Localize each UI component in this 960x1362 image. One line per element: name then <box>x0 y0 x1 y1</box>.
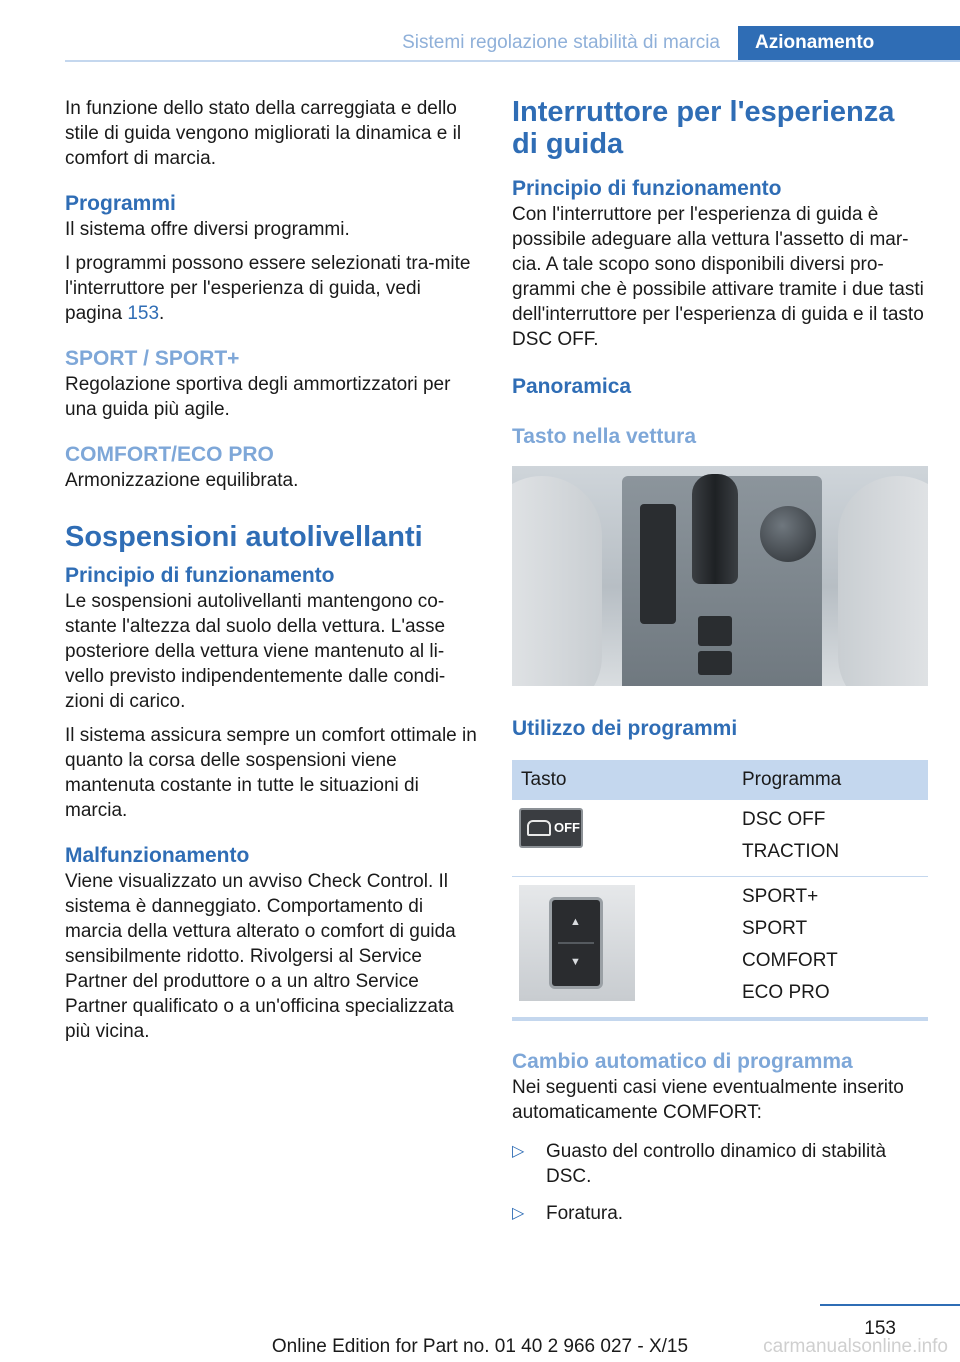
rocker-divider <box>558 942 594 944</box>
susp-principle-heading: Principio di funzionamento <box>65 564 335 587</box>
programmi-heading: Programmi <box>65 192 176 215</box>
sport-paragraph: Regolazione sportiva degli ammortizzatori per una guida più agile. <box>65 374 451 420</box>
list-item <box>512 1139 928 1189</box>
switch-principle-heading: Principio di funzionamento <box>512 177 782 200</box>
auto-change-paragraph: Nei seguenti casi viene eventualmente inserito automaticamente COMFORT: <box>512 1077 904 1123</box>
program-sport-plus: SPORT+ <box>742 886 819 907</box>
program-usage-heading: Utilizzo dei programmi <box>512 717 738 740</box>
program-eco-pro: ECO PRO <box>742 982 830 1003</box>
program-dsc-off: DSC OFF <box>742 809 826 830</box>
watermark: carmanualsonline.info <box>763 1336 948 1357</box>
program-sport: SPORT <box>742 918 808 939</box>
photo-controller-knob <box>760 506 816 562</box>
page-reference-link[interactable]: 153 <box>127 303 160 324</box>
comfort-paragraph: Armonizzazione equilibrata. <box>65 470 299 491</box>
page-number: 153 <box>864 1318 896 1339</box>
left-column <box>65 96 479 1053</box>
list-item-text: Foratura. <box>546 1203 624 1224</box>
program-comfort: COMFORT <box>742 950 838 971</box>
triangle-bullet-icon: ▷ <box>512 1205 525 1222</box>
edition-line: Online Edition for Part no. 01 40 2 966 027 - X/15 <box>271 1336 689 1357</box>
programs-table <box>512 760 928 1021</box>
program-traction: TRACTION <box>742 841 840 862</box>
auto-change-list <box>512 1139 928 1226</box>
center-console-photo <box>512 466 928 686</box>
table-cell-program <box>727 877 928 1020</box>
rocker-switch <box>549 897 603 989</box>
sport-heading: SPORT / SPORT+ <box>65 347 240 370</box>
table-cell-button <box>512 877 727 1020</box>
table-row <box>512 877 928 1020</box>
photo-auto-h-button <box>698 651 732 675</box>
triangle-up-icon: ▲ <box>570 916 581 928</box>
photo-parking-button <box>698 616 732 646</box>
comfort-heading: COMFORT/ECO PRO <box>65 443 274 466</box>
list-item-text: Guasto del controllo dinamico di stabilità DSC. <box>546 1141 887 1187</box>
dsc-off-button-icon <box>519 808 583 848</box>
table-cell-program <box>727 800 928 877</box>
skidding-car-icon <box>527 820 551 836</box>
photo-seat-right <box>838 476 928 686</box>
malfunction-paragraph: Viene visualizzato un avviso Check Control. Il sistema è danneggiato. Comportamento di marcia della vettura alterato o comfort di guida sensibilmente ridotto. Rivolgersi al Service Partner del produttore o a un altro Service Partner qualificato o a un'officina specializzata più vicina. <box>65 871 456 1042</box>
table-header-program: Programma <box>727 760 928 800</box>
programmi-paragraph-2-end: . <box>159 303 165 324</box>
triangle-bullet-icon: ▷ <box>512 1143 525 1160</box>
header-divider <box>65 60 960 62</box>
suspension-heading: Sospensioni autolivellanti <box>65 521 423 553</box>
photo-seat-left <box>512 476 602 686</box>
intro-paragraph: In funzione dello stato della carreggiata e dello stile di guida vengono migliorati la dinamica e il comfort di marcia. <box>65 98 462 169</box>
malfunction-heading: Malfunzionamento <box>65 844 250 867</box>
susp-principle-paragraph-1: Le sospensioni autolivellanti mantengono co-stante l'altezza dal suolo della vettura. L'asse posteriore della vettura viene mantenuto al li-vello previsto indipendentemente dalle condi-zioni di carico. <box>65 591 446 712</box>
driving-experience-switch-icon <box>519 885 635 1001</box>
photo-button-strip <box>640 504 676 624</box>
programmi-paragraph-2-text: I programmi possono essere selezionati tra-mite l'interruttore per l'esperienza di guida, vedi pagina <box>65 253 471 324</box>
button-in-car-heading: Tasto nella vettura <box>512 425 696 448</box>
footer-divider <box>820 1304 960 1306</box>
list-item <box>512 1201 928 1226</box>
susp-principle-paragraph-2: Il sistema assicura sempre un comfort ottimale in quanto la corsa delle sospensioni viene mantenuta costante in tutte le situazioni di marcia. <box>65 725 477 821</box>
header-chapter-tab: Azionamento <box>738 26 960 62</box>
photo-gear-lever <box>692 474 738 584</box>
overview-heading: Panoramica <box>512 375 632 398</box>
triangle-down-icon: ▼ <box>570 956 581 968</box>
programmi-paragraph-2 <box>65 251 479 326</box>
table-header-button: Tasto <box>512 760 727 800</box>
auto-change-heading: Cambio automatico di programma <box>512 1050 853 1073</box>
programmi-paragraph-1: Il sistema offre diversi programmi. <box>65 219 350 240</box>
table-cell-button <box>512 800 727 877</box>
table-row <box>512 800 928 877</box>
dsc-off-label: OFF <box>554 820 580 835</box>
page-header <box>65 26 960 62</box>
switch-principle-paragraph: Con l'interruttore per l'esperienza di guida è possibile adeguare alla vettura l'assetto di mar-cia. A tale scopo sono disponibili diversi pro-grammi che è possibile attivare tramite i due tasti dell'interruttore per l'esperienza di guida e il tasto DSC OFF. <box>512 204 924 350</box>
switch-heading: Interruttore per l'esperienza di guida <box>512 96 895 160</box>
right-column <box>512 96 928 1238</box>
header-section-title: Sistemi regolazione stabilità di marcia <box>402 32 720 53</box>
